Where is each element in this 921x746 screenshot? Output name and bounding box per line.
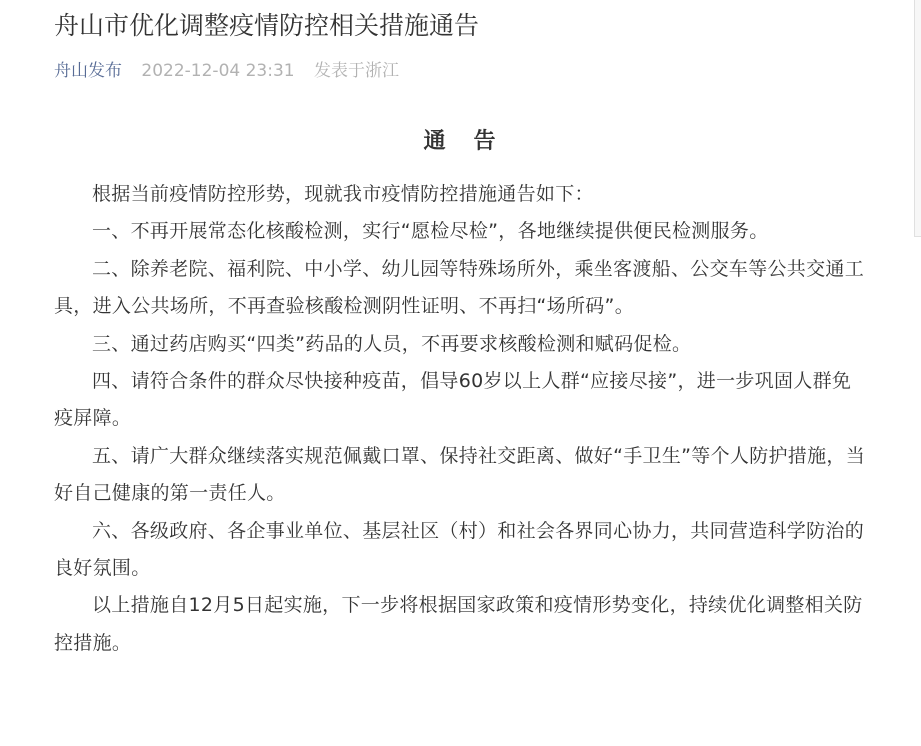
notice-intro: 根据当前疫情防控形势，现就我市疫情防控措施通告如下： [92,183,594,205]
notice-item-2: 二、除养老院、福利院、中小学、幼儿园等特殊场所外，乘坐客渡船、公交车等公共交通工具，进入公共场所，不再查验核酸检测阴性证明、不再扫“场所码”。 [54,257,865,318]
article-title: 舟山市优化调整疫情防控相关措施通告 [54,11,480,40]
notice-closing: 以上措施自12月5日起实施，下一步将根据国家政策和疫情形势变化，持续优化调整相关防控措施。 [54,594,863,654]
notice-item-5: 五、请广大群众继续落实规范佩戴口罩、保持社交距离、做好“手卫生”等个人防护措施，当好自己健康的第一责任人。 [54,444,865,505]
notice-item-4: 四、请符合条件的群众尽快接种疫苗，倡导60岁以上人群“应接尽接”，进一步巩固人群免疫屏障。 [54,370,852,430]
notice-item-3: 三、通过药店购买“四类”药品的人员，不再要求核酸检测和赋码促检。 [92,332,692,355]
notice-heading-right: 告 [473,129,498,154]
page-scrollbar[interactable] [914,0,921,237]
publish-time: 2022-12-04 23:31 [141,61,295,81]
publish-location: 发表于浙江 [314,61,400,81]
notice-heading [0,124,921,160]
notice-item-1: 一、不再开展常态化核酸检测，实行“愿检尽检”，各地继续提供便民检测服务。 [92,220,769,243]
notice-heading-left: 通 [423,129,448,154]
notice-body [54,176,869,662]
article-meta [54,58,399,84]
notice-item-6: 六、各级政府、各企事业单位、基层社区（村）和社会各界同心协力，共同营造科学防治的良好氛围。 [54,519,865,580]
author-link[interactable]: 舟山发布 [54,61,122,81]
